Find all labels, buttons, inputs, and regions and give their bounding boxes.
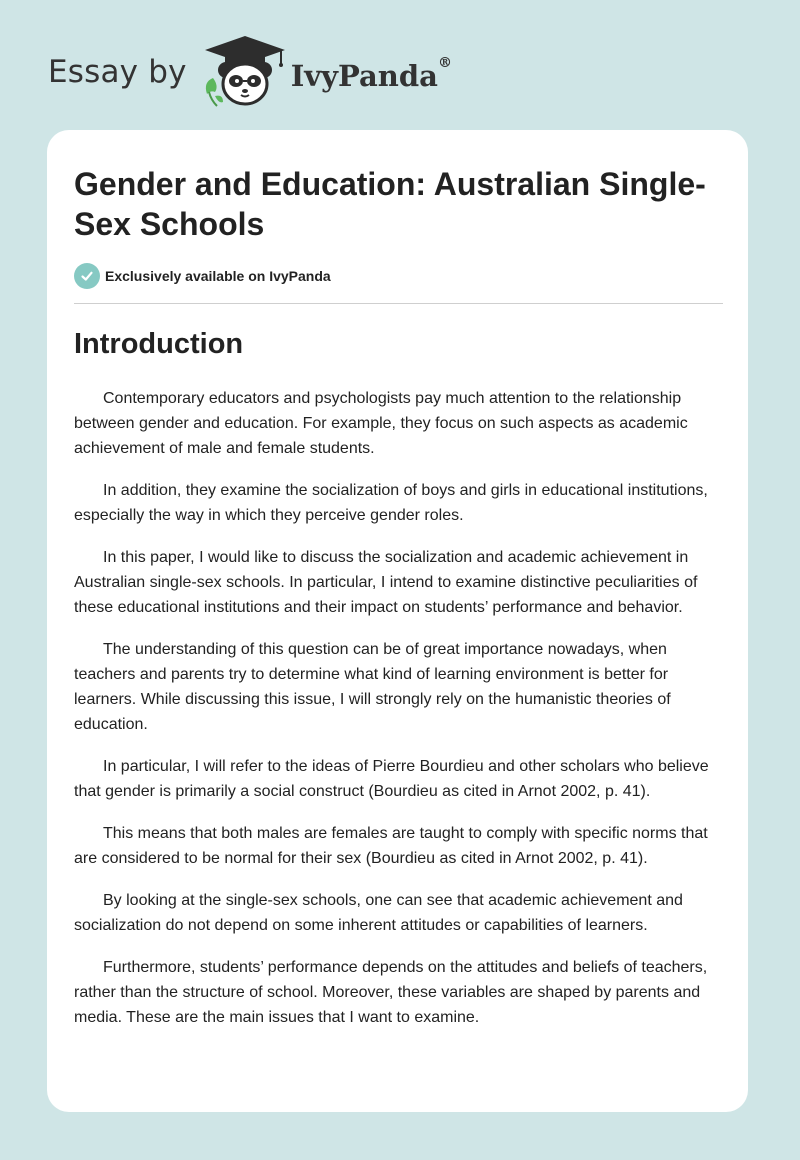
essay-by-label: Essay by — [48, 54, 187, 90]
paragraph: Contemporary educators and psychologists pay much attention to the relationship between gender and education. For example, they focus on such aspects as academic achievement of male and female students. — [74, 390, 688, 457]
check-icon — [74, 263, 100, 289]
paragraph: The understanding of this question can be of great importance nowadays, when teachers and parents try to determine what kind of learning environment is better for learners. While discussing this issue, I will strongly rely on the humanistic theories of education. — [74, 641, 671, 733]
registered-mark: ® — [437, 55, 452, 71]
article-card — [47, 130, 748, 1112]
paragraph: In this paper, I would like to discuss the socialization and academic achievement in Australian single-sex schools. In particular, I intend to examine distinctive peculiarities of these educational institutions and their impact on students’ performance and behavior. — [74, 549, 698, 616]
article-title: Gender and Education: Australian Single-Sex Schools — [74, 166, 706, 242]
article-body — [74, 386, 722, 1047]
paragraph: Furthermore, students’ performance depends on the attitudes and beliefs of teachers, rather than the structure of school. Moreover, these variables are shaped by parents and media. These are the main issues that I want to examine. — [74, 959, 708, 1026]
paragraph: This means that both males are females are taught to comply with specific norms that are considered to be normal for their sex (Bourdieu as cited in Arnot 2002, p. 41). — [74, 825, 708, 867]
paragraph: By looking at the single-sex schools, one can see that academic achievement and socialization do not depend on some inherent attitudes or capabilities of learners. — [74, 892, 683, 934]
paragraph: In addition, they examine the socialization of boys and girls in educational institutions, especially the way in which they perceive gender roles. — [74, 482, 708, 524]
title-divider — [74, 303, 723, 304]
site-header — [48, 34, 452, 110]
ivypanda-logo-icon[interactable] — [201, 34, 289, 110]
exclusive-badge-label: Exclusively available on IvyPanda — [105, 268, 331, 284]
section-heading: Introduction — [74, 328, 244, 360]
paragraph: In particular, I will refer to the ideas of Pierre Bourdieu and other scholars who believe that gender is primarily a social construct (Bourdieu as cited in Arnot 2002, p. 41). — [74, 758, 709, 800]
exclusive-badge — [74, 263, 331, 289]
brand-name[interactable]: IvyPanda® — [290, 55, 452, 93]
